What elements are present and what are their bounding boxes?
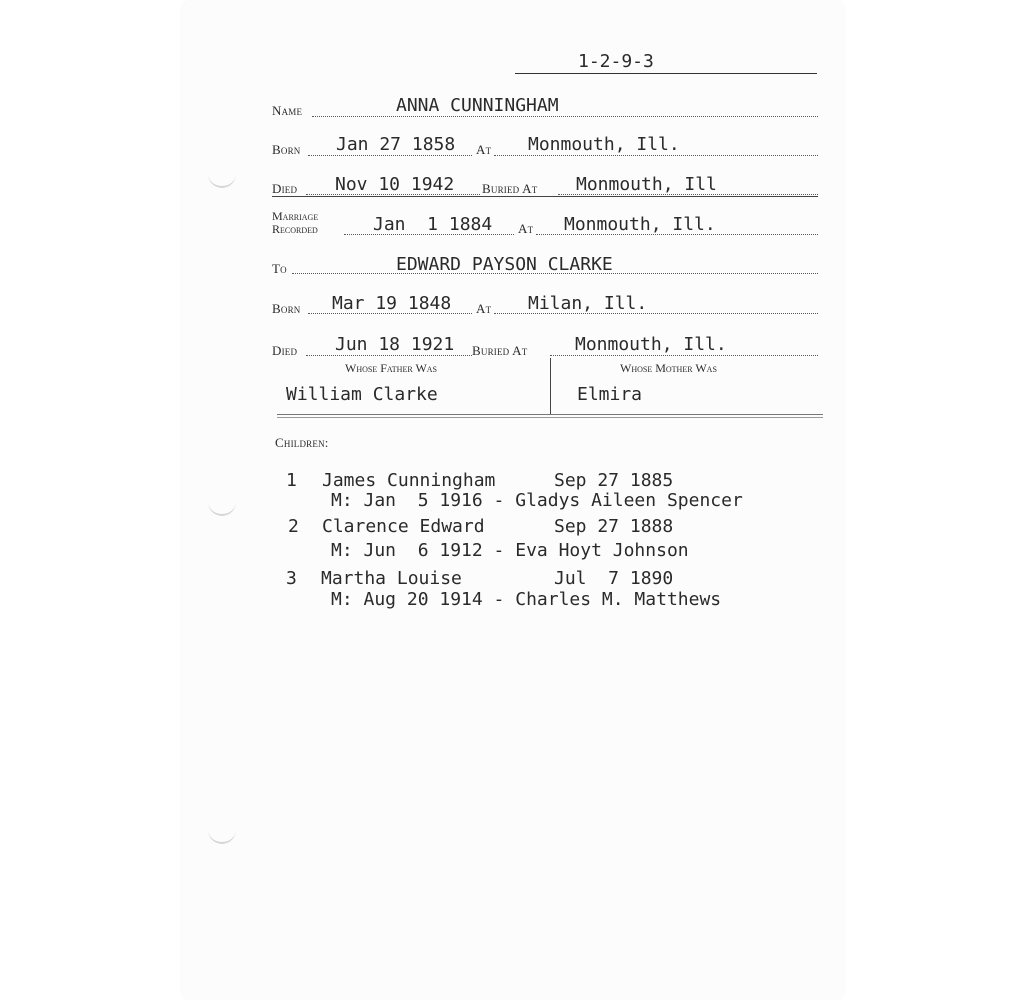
born-date-line <box>308 155 472 156</box>
spouse-born-place: Milan, Ill. <box>528 293 648 314</box>
child-1-number: 1 <box>286 470 297 491</box>
person-buried-place: Monmouth, Ill <box>576 174 717 195</box>
died-buried-at-label: Buried At <box>482 181 538 196</box>
person-born-date: Jan 27 1858 <box>336 134 456 155</box>
marriage-label-line1: Marriage <box>272 209 319 223</box>
child-3-number: 3 <box>286 568 297 589</box>
spouse-mother: Elmira <box>577 384 643 405</box>
marriage-date: Jan 1 1884 <box>373 214 493 235</box>
name-line <box>312 116 818 117</box>
whose-mother-label: Whose Mother Was <box>620 361 717 375</box>
child-3-name: Martha Louise <box>321 568 462 589</box>
person-died-date: Nov 10 1942 <box>335 174 455 195</box>
child-2-name: Clarence Edward <box>322 516 485 537</box>
born-place-line <box>494 155 818 156</box>
child-3-birth: Jul 7 1890 <box>554 568 674 589</box>
born-at-label: At <box>476 142 492 157</box>
person-section-divider <box>272 196 818 197</box>
died-label: Died <box>272 181 298 196</box>
spouse-name: EDWARD PAYSON CLARKE <box>396 254 613 275</box>
born-label: Born <box>272 142 301 157</box>
spouse-born-date: Mar 19 1848 <box>332 293 452 314</box>
name-label: Name <box>272 103 303 118</box>
spouse-buried-place: Monmouth, Ill. <box>575 334 727 355</box>
child-1-birth: Sep 27 1885 <box>554 470 674 491</box>
whose-father-label: Whose Father Was <box>345 361 438 375</box>
person-name: ANNA CUNNINGHAM <box>396 95 559 116</box>
child-3-marriage: M: Aug 20 1914 - Charles M. Matthews <box>331 589 722 610</box>
marriage-label-line2: Recorded <box>272 222 318 236</box>
children-label: Children: <box>275 435 329 450</box>
to-label: To <box>272 261 287 276</box>
parents-bottom-rule <box>277 414 823 415</box>
card-number: 1-2-9-3 <box>578 51 654 72</box>
marriage-at-label: At <box>518 221 534 236</box>
child-1-marriage: M: Jan 5 1916 - Gladys Aileen Spencer <box>331 490 743 511</box>
spouse-born-at-label: At <box>476 301 492 316</box>
child-1-name: James Cunningham <box>322 470 496 491</box>
spouse-died-label: Died <box>272 343 298 358</box>
spouse-buried-line <box>550 355 818 356</box>
spouse-died-date-line <box>306 355 472 356</box>
spouse-died-date: Jun 18 1921 <box>335 334 455 355</box>
spouse-father: William Clarke <box>286 384 438 405</box>
parents-bottom-rule-2 <box>277 417 823 418</box>
child-2-number: 2 <box>288 516 299 537</box>
card-number-underline <box>515 73 817 74</box>
child-2-marriage: M: Jun 6 1912 - Eva Hoyt Johnson <box>331 540 689 561</box>
person-born-place: Monmouth, Ill. <box>528 134 680 155</box>
marriage-place: Monmouth, Ill. <box>564 214 716 235</box>
parents-divider <box>550 358 551 414</box>
spouse-born-label: Born <box>272 301 301 316</box>
child-2-birth: Sep 27 1888 <box>554 516 674 537</box>
spouse-buried-at-label: Buried At <box>472 343 528 358</box>
